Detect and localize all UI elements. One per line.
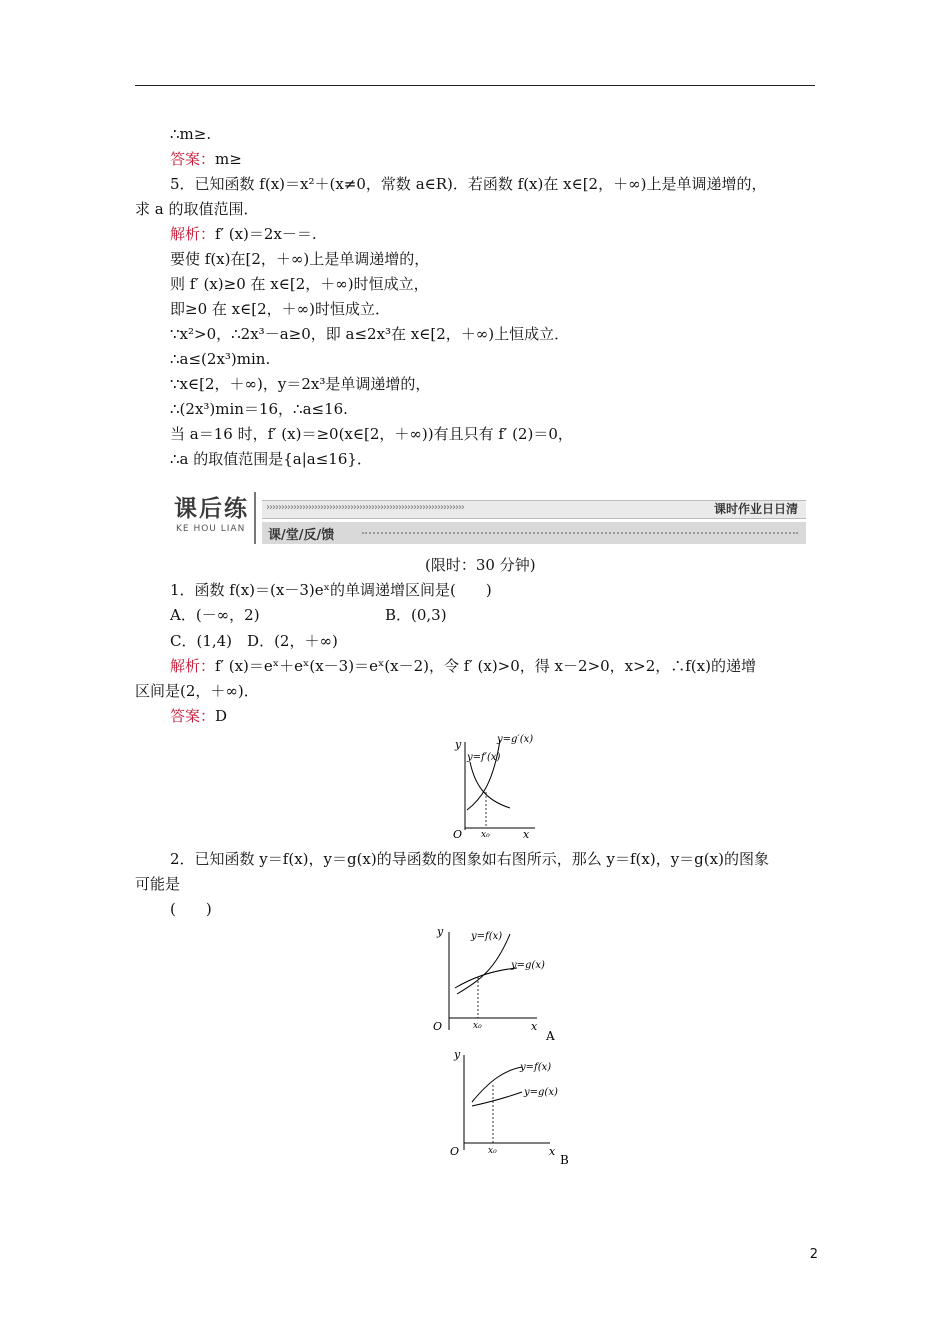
banner-subtitle: KE HOU LIAN [176,524,246,534]
solution-text: f′ (x)＝2x－＝. [215,225,317,243]
time-limit: (限时：30 分钟) [425,556,536,574]
text-line: 当 a＝16 时，f′ (x)＝≥0(x∈[2，＋∞))有且只有 f′ (2)＝0， [170,425,573,443]
g-label: y=g(x) [511,960,545,971]
problem-1: 1．函数 f(x)＝(x－3)eˣ的单调递增区间是( ) [170,581,492,599]
banner-bottom-strip [262,522,806,544]
x-axis-label: x [549,1145,556,1158]
answer-text: m≥ [215,150,242,168]
banner-right-label: 课时作业日日清 [706,501,806,518]
text-line: ∴(2x³)min＝16，∴a≤16. [170,400,348,418]
chevrons-icon: ›››››››››››››››››››››››››››››››››››››››››››››››››››››››››››››››››› [266,502,464,513]
origin-label: O [433,1020,443,1033]
derivative-graph [445,730,545,840]
page-number: 2 [809,1247,818,1262]
solution-line [170,656,756,676]
answer-label: 答案： [170,707,216,725]
f-label: y=f(x) [471,931,503,942]
answer-line [170,149,242,169]
problem-2: 2．已知函数 y＝f(x)，y＝g(x)的导函数的图象如右图所示，那么 y＝f(x)，y＝g(x)的图象 [170,850,769,868]
curve-f [457,934,510,994]
option-b-graph [450,1045,580,1170]
solution-cont: 区间是(2，＋∞)． [135,682,259,700]
curve-g-prime [467,740,500,810]
text-line: 即≥0 在 x∈[2，＋∞)时恒成立． [170,300,390,318]
banner-section-label: 课/堂/反/馈 [268,528,335,543]
y-axis-label: y [437,925,444,938]
text-line: ∴m≥. [170,125,212,143]
curve-g [455,968,517,988]
x0-label: x₀ [481,830,490,840]
option-letter: B [560,1153,569,1167]
problem-5-cont: 求 a 的取值范围． [135,200,259,218]
x0-label: x₀ [473,1021,482,1031]
x-axis-label: x [523,828,530,840]
banner-divider [254,492,256,544]
origin-label: O [450,1145,460,1158]
x0-label: x₀ [488,1146,497,1156]
g-prime-label: y=g′(x) [497,734,534,745]
dotted-divider [362,532,798,534]
text-line: ∴a 的取值范围是{a|a≤16}． [170,450,372,468]
problem-2-cont: 可能是 [135,875,181,893]
text-line: ∴a≤(2x³)min. [170,350,271,368]
y-axis-label: y [454,1048,461,1061]
section-banner [170,490,806,548]
answer-line [170,706,227,726]
answer-blank: ( ) [170,900,212,918]
f-label: y=f(x) [520,1062,552,1073]
problem-5: 5．已知函数 f(x)＝x²＋(x≠0，常数 a∈R)．若函数 f(x)在 x∈[2，＋∞)上是单调递增的， [170,175,767,193]
y-axis-label: y [455,738,462,751]
options-cd: C．(1,4) D．(2，＋∞) [170,632,338,650]
curve-g [472,1092,522,1106]
x-axis-label: x [531,1020,538,1033]
solution-line [170,224,317,244]
f-prime-label: y=f′(x) [467,752,501,763]
answer-text: D [215,707,228,725]
option-b: B．(0,3) [385,606,447,624]
header-rule [135,85,815,86]
option-a-graph [425,920,565,1045]
answer-label: 答案： [170,150,216,168]
text-line: 则 f′ (x)≥0 在 x∈[2，＋∞)时恒成立， [170,275,429,293]
solution-label: 解析： [170,225,216,243]
option-a: A．(－∞，2) [170,606,260,624]
text-line: ∵x²>0，∴2x³－a≥0，即 a≤2x³在 x∈[2，＋∞)上恒成立． [170,325,570,343]
banner-title: 课后练 [174,496,249,522]
text-line: ∵x∈[2，＋∞)，y＝2x³是单调递增的， [170,375,431,393]
option-letter: A [546,1029,555,1043]
text-line: 要使 f(x)在[2，＋∞)上是单调递增的， [170,250,430,268]
solution-text: f′ (x)＝eˣ＋eˣ(x－3)＝eˣ(x－2)，令 f′ (x)>0，得 x－2>0，x>2，∴f(x)的递增 [215,657,756,675]
g-label: y=g(x) [524,1087,558,1098]
curve-f [472,1067,522,1102]
solution-label: 解析： [170,657,216,675]
banner-top-strip [262,500,806,519]
origin-label: O [453,828,463,840]
